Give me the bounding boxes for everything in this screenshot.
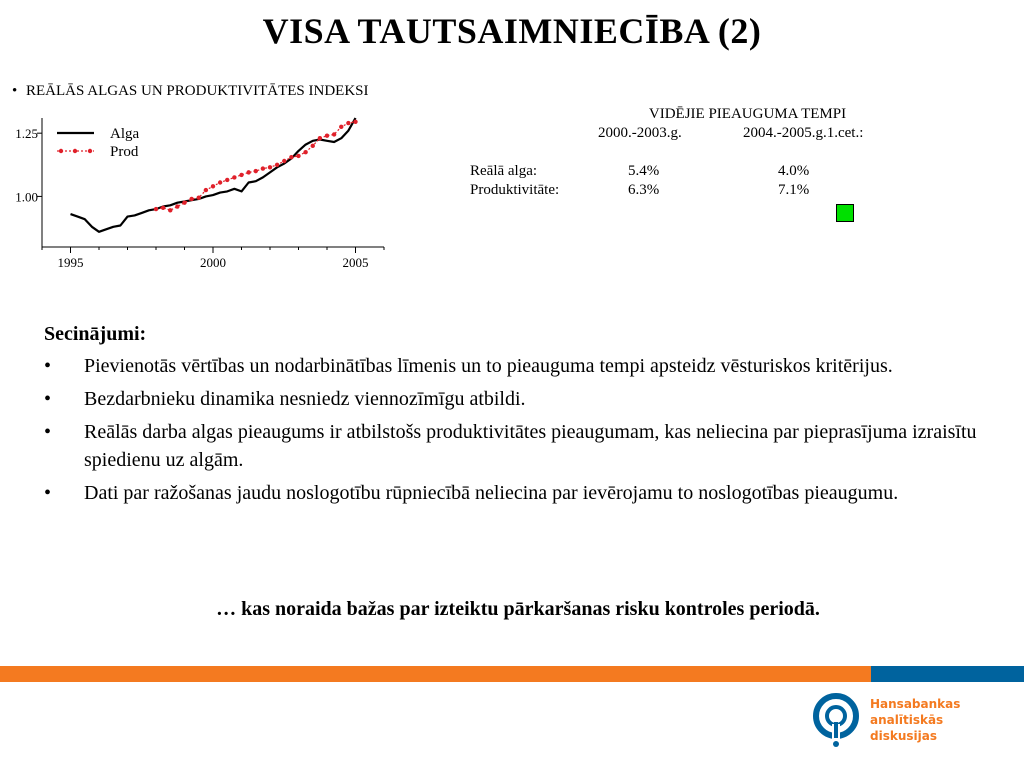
conclusions-section <box>44 320 984 512</box>
conclusions-heading: Secinājumi: <box>44 323 147 345</box>
legend-marker-prod <box>88 149 92 153</box>
series-point-prod <box>232 175 236 179</box>
series-point-prod <box>318 136 322 140</box>
growth-value-p1: 6.3% <box>628 182 660 198</box>
bullet-glyph: • <box>44 388 52 410</box>
series-point-prod <box>325 134 329 138</box>
x-tick-label: 2000 <box>200 255 226 270</box>
bullet-glyph: • <box>44 355 52 377</box>
series-point-prod <box>303 150 307 154</box>
chart-legend <box>57 126 140 160</box>
bullet-glyph: • <box>12 83 18 99</box>
period-2004-2005: 2004.-2005.g.1.cet.: <box>743 125 864 141</box>
conclusion-text: Pievienotās vērtības un nodarbinātības līmenis un to pieauguma tempi apsteidz vēsturiskos kritērijus. <box>84 355 893 377</box>
conclusion-item <box>44 418 984 474</box>
series-point-prod <box>246 170 250 174</box>
growth-row-label: Produktivitāte: <box>470 182 560 198</box>
series-point-prod <box>346 121 350 125</box>
chart-heading-text: REĀLĀS ALGAS UN PRODUKTIVITĀTES INDEKSI <box>26 83 369 99</box>
conclusion-item <box>44 352 984 380</box>
footer-bar-orange <box>0 666 871 682</box>
final-statement: … kas noraida bažas par izteiktu pārkaršanas risku kontroles periodā. <box>216 598 820 620</box>
wage-productivity-chart <box>0 110 400 275</box>
bullet-glyph: • <box>44 482 52 504</box>
conclusion-text: Bezdarbnieku dinamika nesniedz viennozīmīgu atbildi. <box>84 388 526 410</box>
conclusions-list <box>44 352 984 507</box>
series-point-prod <box>197 195 201 199</box>
series-point-prod <box>268 165 272 169</box>
slide-title: VISA TAUTSAIMNIECĪBA (2) <box>262 11 762 51</box>
logo-line: analītiskās <box>870 713 944 727</box>
legend-marker-prod <box>59 149 63 153</box>
growth-row-productivity <box>470 181 810 200</box>
logo-text <box>870 696 960 744</box>
growth-row-label: Reālā alga: <box>470 163 538 179</box>
y-tick-label: 1.00 <box>15 189 38 205</box>
series-point-prod <box>239 173 243 177</box>
footer-bar-blue <box>871 666 1024 682</box>
series-point-prod <box>218 180 222 184</box>
series-point-prod <box>254 169 258 173</box>
series-point-prod <box>339 125 343 129</box>
legend-marker-prod <box>73 149 77 153</box>
hansabanka-logo-icon <box>812 688 864 750</box>
series-point-prod <box>289 155 293 159</box>
series-point-prod <box>204 188 208 192</box>
series-point-prod <box>282 159 286 163</box>
y-tick-label: 1.25 <box>15 126 38 142</box>
growth-row-wage <box>470 162 810 181</box>
series-point-prod <box>332 132 336 136</box>
series-point-prod <box>311 144 315 148</box>
conclusion-text: Reālās darba algas pieaugums ir atbilstošs produktivitātes pieaugumam, kas neliecina par pieprasījuma izraisītu spiedienu uz algām. <box>84 421 977 471</box>
series-point-prod <box>225 178 229 182</box>
period-2000-2003: 2000.-2003.g. <box>598 125 682 141</box>
series-point-prod <box>175 204 179 208</box>
conclusion-item <box>44 479 984 507</box>
legend-label-prod: Prod <box>110 144 139 160</box>
x-tick-label: 2005 <box>342 255 369 270</box>
series-point-prod <box>353 120 357 124</box>
logo-line: Hansabankas <box>870 697 961 711</box>
series-point-prod <box>275 163 279 167</box>
x-tick-label: 1995 <box>57 255 84 270</box>
logo-line: diskusijas <box>870 729 937 743</box>
green-marker-box <box>836 204 854 222</box>
series-point-prod <box>168 208 172 212</box>
legend-label-alga: Alga <box>110 126 140 142</box>
series-point-prod <box>211 184 215 188</box>
bullet-glyph: • <box>44 421 52 443</box>
conclusion-item <box>44 385 984 413</box>
series-point-prod <box>154 207 158 211</box>
series-point-prod <box>182 201 186 205</box>
series-point-prod <box>261 166 265 170</box>
growth-value-p1: 5.4% <box>628 163 660 179</box>
chart-heading <box>12 83 369 100</box>
growth-heading: VIDĒJIE PIEAUGUMA TEMPI <box>648 106 847 122</box>
growth-value-p2: 4.0% <box>778 163 810 179</box>
series-point-prod <box>161 206 165 210</box>
series-point-prod <box>296 154 300 158</box>
growth-value-p2: 7.1% <box>778 182 810 198</box>
series-point-prod <box>189 197 193 201</box>
conclusion-text: Dati par ražošanas jaudu noslogotību rūpniecībā neliecina par ievērojamu to noslogotības pieaugumu. <box>84 482 899 504</box>
